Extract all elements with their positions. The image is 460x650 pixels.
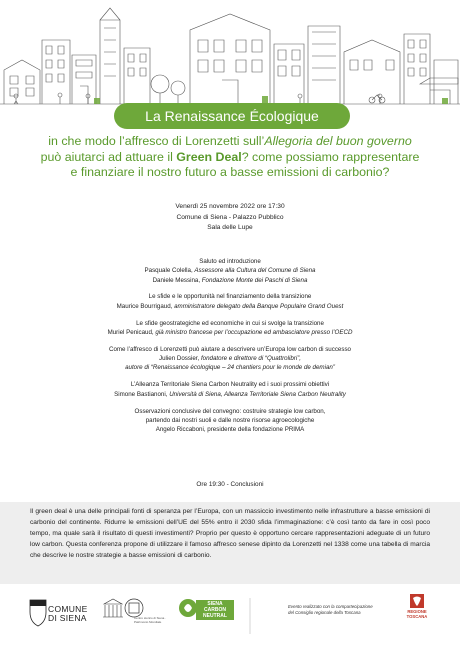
event-venue: Comune di Siena - Palazzo Pubblico: [176, 213, 284, 221]
siena-cn-line-2: CARBON: [204, 607, 226, 613]
question-line-3: e finanziare il nostro futuro a basse emissioni di carbonio?: [70, 165, 390, 179]
program-conclusions: [60, 407, 400, 435]
program-item: [60, 292, 400, 311]
event-info: [80, 202, 380, 234]
conclusions-line-1: Osservazioni conclusive del convegno: costruire strategie low carbon,: [134, 407, 326, 415]
question-line-1-italic: Allegoria del buon governo: [264, 134, 412, 148]
program-item-title: L’Alleanza Territoriale Siena Carbon Neutrality ed i suoi prossimi obiettivi: [130, 381, 330, 389]
speaker-role: Assessore alla Cultura del Comune di Siena: [194, 267, 316, 275]
comune-shield-icon: [30, 600, 46, 626]
unesco-icon: [103, 599, 123, 617]
region-note: [288, 604, 398, 616]
speaker-role: Fondazione Monte dei Paschi di Siena: [201, 276, 308, 284]
comune-line-2: DI SIENA: [48, 613, 87, 623]
program: [60, 257, 400, 442]
program-item-title: Le sfide e le opportunità nel finanziamento della transizione: [148, 293, 312, 301]
region-note-line-2: del Consiglio regionale della Toscana: [288, 610, 361, 615]
speaker-name: Simone Bastianoni,: [114, 390, 170, 398]
program-item: [60, 380, 400, 399]
main-question: [20, 134, 440, 181]
question-line-2b: ? come possiamo rappresentare: [241, 149, 420, 164]
regione-toscana-icon: [410, 594, 424, 608]
title-part-1: La Renaissance: [145, 108, 246, 124]
speaker-role: amministratore delegato della Banque Populaire Grand Ouest: [174, 302, 344, 310]
closing-time: Ore 19:30 - Conclusioni: [196, 481, 264, 488]
speaker-role: fondatore e direttore di “Quattrolibri”,: [200, 355, 302, 363]
program-item-title: Le sfide geostrategiche ed economiche in cui si svolge la transizione: [136, 319, 324, 327]
comune-line-1: COMUNE: [48, 604, 88, 614]
speaker-name: Muriel Penicaud,: [107, 328, 156, 336]
title-part-2: Écologique: [249, 108, 319, 124]
abstract-box: [0, 502, 460, 584]
event-date: Venerdì 25 novembre 2022 ore 17:30: [175, 203, 285, 210]
question-line-2-bold: Green Deal: [176, 149, 242, 164]
world-heritage-icon: [125, 599, 143, 617]
program-item: [60, 345, 400, 373]
speaker-role: autore di “Renaissance écologique – 24 chantiers pour le monde de demian”: [125, 364, 335, 372]
speaker-role: già ministro francese per l’occupazione ed ambasciatore presso l’OECD: [155, 328, 353, 336]
speaker-name: Julien Dossier,: [158, 355, 201, 363]
region-name-line-1: REGIONE: [407, 609, 427, 614]
region-note-line-1: Evento realizzato con la compartecipazione: [288, 604, 373, 609]
program-item-title: Saluto ed introduzione: [199, 258, 261, 265]
comune-di-siena-logo-text: [48, 605, 88, 623]
unesco-label: Centro storico di Siena · Patrimonio Mondiale: [134, 616, 167, 624]
question-line-1: in che modo l’affresco di Lorenzetti sull’: [48, 134, 265, 148]
siena-carbon-neutral-logo-text: [196, 600, 234, 620]
abstract-text: Il green deal è una delle principali fonti di speranza per l’Europa, con un massiccio investimento nelle infrastrutture a basse emissioni di carbonio del continente. Ridurre le emissioni dell’UE del 55% entro il 2030 sfida l’immaginazione: c’è così tanto da fare in così poco tempo, ma quale sarà il risultato di questi investimenti? Proprio per questo è opportuno cercare rappresentazioni adeguate di un futuro low carbon. Questa conferenza propone di utilizzare il famoso affresco senese dipinto da Lorenzetti nel 1338 come una tabella di marcia che descrive le nostre strategie a basse emissioni di carbonio.: [30, 508, 430, 559]
program-item-title: Come l’affresco di Lorenzetti può aiutare a descrivere un’Europa low carbon di successo: [108, 345, 352, 353]
program-item: [60, 257, 400, 285]
region-name-line-2: TOSCANA: [406, 614, 428, 619]
speaker-name: Maurice Bourrigaud,: [116, 302, 175, 310]
event-room: Sala delle Lupe: [207, 224, 253, 232]
program-item: [60, 319, 400, 338]
speaker-name: Daniele Messina,: [152, 276, 202, 284]
conclusions-line-2: partendo dai nostri suoli e dalle nostre risorse agroecologiche: [145, 416, 315, 424]
city-illustration: [0, 0, 460, 110]
regione-toscana-logo-text: [402, 609, 432, 619]
siena-cn-line-1: SIENA: [207, 601, 223, 607]
speaker-name: Pasquale Colella,: [144, 267, 195, 275]
siena-carbon-neutral-icon: [179, 599, 197, 617]
question-line-2a: può aiutarci ad attuare il: [40, 149, 177, 164]
title-banner: [114, 103, 350, 129]
conclusions-line-3: Angelo Riccaboni, presidente della fondazione PRIMA: [155, 426, 305, 434]
siena-cn-line-3: NEUTRAL: [203, 613, 227, 619]
speaker-role: Università di Siena, Alleanza Territoriale Siena Carbon Neutrality: [169, 390, 346, 398]
